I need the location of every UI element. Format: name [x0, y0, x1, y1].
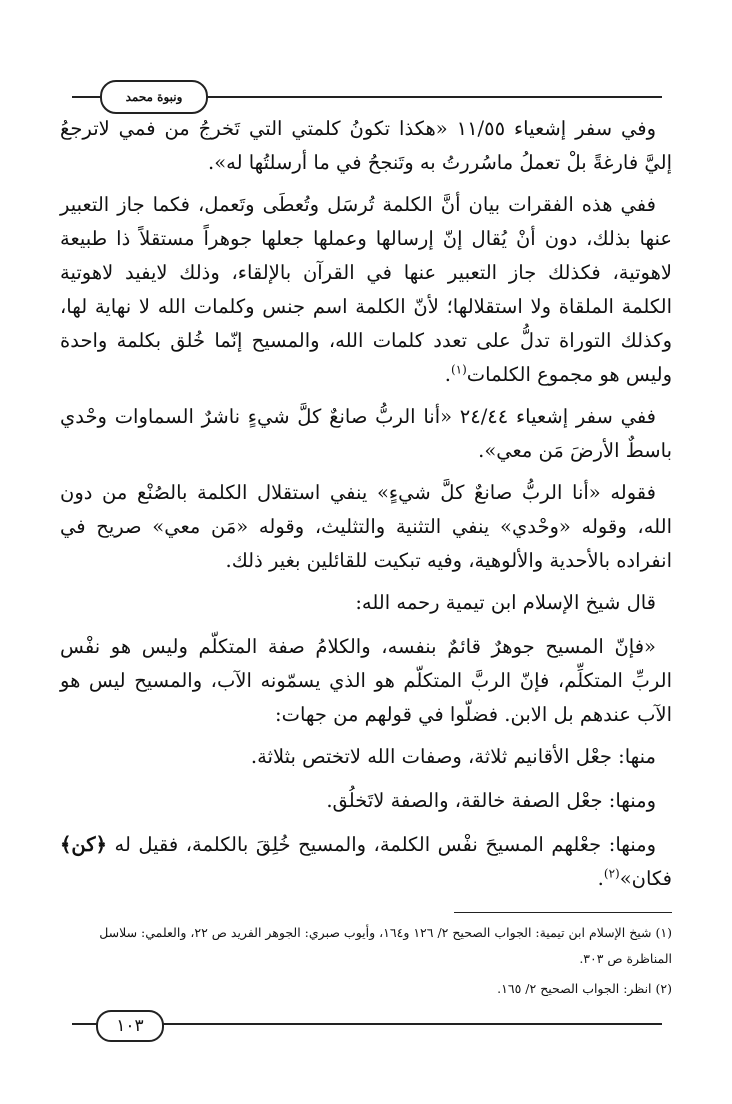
- running-title-text: ونبوة محمد: [125, 90, 183, 104]
- paragraph-isaiah-55: وفي سفر إشعياء ١١/٥٥ «هكذا تكونُ كلمتي التي تَخرجُ من فمي لاترجعُ إليَّ فارغةً بلْ تعملُ ماسُررتُ به وتَنجحُ في ما أرسلتُها له».: [60, 117, 672, 174]
- paragraph-point-1: منها: جعْل الأقانيم ثلاثة، وصفات الله لاتختص بثلاثة.: [250, 745, 656, 768]
- paragraph-word-sent: [60, 188, 672, 392]
- paragraph-quote: «فإنّ المسيح جوهرٌ قائمٌ بنفسه، والكلامُ صفة المتكلّم وليس هو نفْس الربِّ المتكلِّم، فإنّ الربَّ المتكلّم هو الذي يسمّونه الآب، والمسيح ليس هو الآب عندهم بل الابن. فضلّوا في قولهم من جهات:: [60, 635, 672, 726]
- page-body: [60, 112, 672, 904]
- paragraph-point-3-text: ومنها: جعْلهم المسيحَ نفْس الكلمة، والمسيح خُلِقَ بالكلمة، فقيل له: [114, 833, 656, 856]
- quran-word-kun: ﴿كن﴾: [60, 833, 107, 856]
- paragraph-point-3-tail: فكان»: [619, 867, 672, 890]
- paragraph-point-2: ومنها: جعْل الصفة خالقة، والصفة لاتَخلُق.: [326, 789, 656, 812]
- footnote-rule: [454, 912, 672, 913]
- paragraph-analysis: فقوله «أنا الربُّ صانعٌ كلَّ شيءٍ» ينفي استقلال الكلمة بالصُنْع من دون الله، وقوله «وحْدي» ينفي التثنية والتثليث، وقوله «مَن معي» صريح في انفراده بالأحدية والألوهية، وفيه تبكيت للقائلين بغير ذلك.: [60, 481, 672, 572]
- footnote-ref-2[interactable]: (٢): [603, 866, 620, 881]
- paragraph-word-sent-text: ففي هذه الفقرات بيان أنَّ الكلمة تُرسَل وتُعطَى وتَعمل، فكما جاز التعبير عنها بذلك، دون أنْ يُقال إنّ إرسالها وعملها جعلها جوهراً مستقلاً ذا طبيعة لاهوتية، فكذلك جاز التعبير عنها في القرآن بالإلقاء، وذلك لايفيد لاهوتية الكلمة الملقاة ولا استقلالها؛ لأنّ الكلمة اسم جنس وكلمات الله لا نهاية لها، وكذلك التوراة تدلُّ على تعدد كلمات الله، والمسيح إنّما خُلق بكلمة واحدة وليس هو مجموع الكلمات: [60, 193, 672, 386]
- page-number-text: ١٠٣: [116, 1016, 144, 1036]
- paragraph-ibn-taymiyya-intro: قال شيخ الإسلام ابن تيمية رحمه الله:: [355, 591, 656, 614]
- footnote-2: (٢) انظر: الجواب الصحيح ٢/ ١٦٥.: [497, 981, 672, 996]
- running-title: [100, 80, 208, 114]
- footnote-1: (١) شيخ الإسلام ابن تيمية: الجواب الصحيح ٢/ ١٢٦ و١٦٤، وأيوب صبري: الجوهر الفريد ص ٢٢، والعلمي: سلاسل المناظرة ص ٣٠٣.: [99, 925, 672, 966]
- paragraph-word-sent-end: .: [444, 363, 451, 386]
- page-number: [96, 1010, 164, 1042]
- footnote-ref-1[interactable]: (١): [450, 362, 467, 377]
- paragraph-point-3-end: .: [597, 867, 604, 890]
- paragraph-isaiah-44: ففي سفر إشعياء ٢٤/٤٤ «أنا الربُّ صانعٌ كلَّ شيءٍ ناشرٌ السماوات وحْدي باسطٌ الأرضَ مَن معي».: [60, 405, 672, 462]
- footnotes: [64, 920, 672, 1006]
- paragraph-point-3: [60, 828, 672, 896]
